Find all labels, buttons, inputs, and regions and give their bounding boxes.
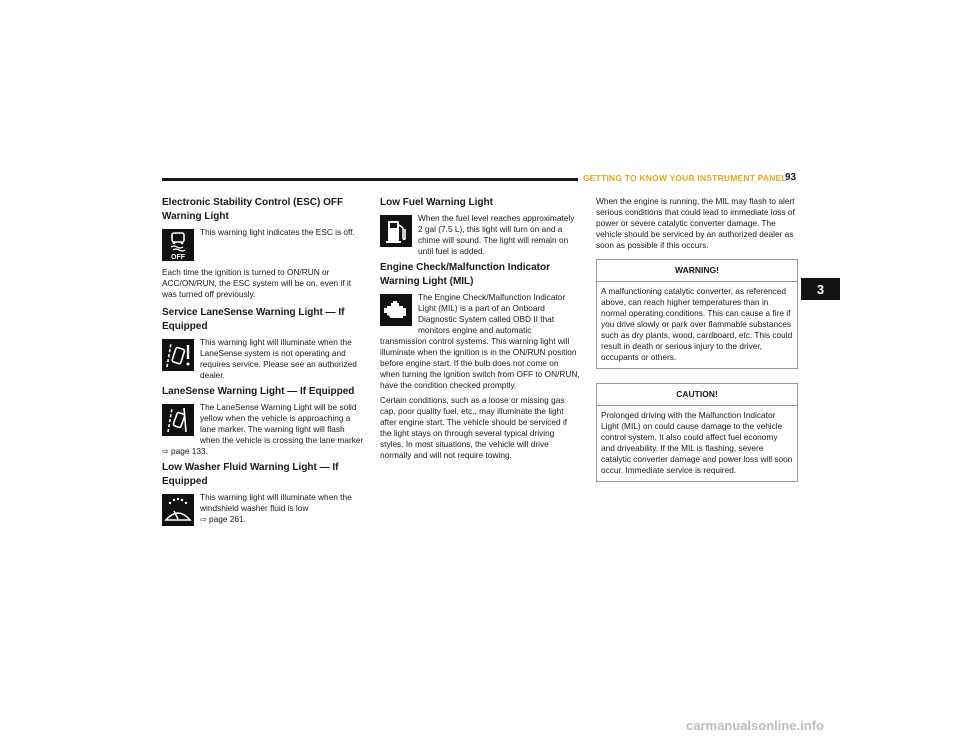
service-lanesense-heading: Service LaneSense Warning Light — If Equipped [162,307,345,332]
caution-box [596,383,798,482]
lanesense-item [162,402,365,457]
lanesense-text: The LaneSense Warning Light will be solid yellow when the vehicle is approaching a lane marker. The warning light will flash when the vehicle is crossing the lane marker [200,402,364,445]
low-fuel-heading: Low Fuel Warning Light [380,197,493,208]
caution-text: Prolonged driving with the Malfunction Indicator Light (MIL) on could cause damage to the vehicle control system. It also could affect fuel economy and driveability. If the MIL is flashing, severe catalytic converter damage and power loss will soon occur. Immediate service is required. [601,410,793,475]
column-3 [596,196,798,496]
washer-fluid-icon [162,494,194,526]
page-reference-arrow-icon: ⇨ [200,515,207,524]
lanesense-icon [162,404,194,436]
service-lanesense-icon [162,339,194,371]
warning-box [596,259,798,369]
low-fuel-item [380,213,580,257]
engine-check-paragraph: Certain conditions, such as a loose or missing gas cap, poor quality fuel, etc., may illuminate the light after engine start. The vehicle should be serviced if the light stays on through several typical driving styles. In most situations, the vehicle will drive normally and will not require towing. [380,395,568,460]
mil-flash-paragraph: When the engine is running, the MIL may flash to alert serious conditions that could lead to immediate loss of power or severe catalytic converter damage. The vehicle should be serviced by an authorized dealer as soon as possible if this occurs. [596,196,795,250]
esc-off-heading: Electronic Stability Control (ESC) OFF Warning Light [162,197,344,222]
esc-off-icon-label: OFF [171,254,185,261]
page-number: 93 [785,172,797,183]
esc-off-icon [162,229,194,261]
engine-check-text: The Engine Check/Malfunction Indicator Light (MIL) is a part of an Onboard Diagnostic System called OBD II that monitors engine and automatic transmission control systems. This warning light will illuminate when the ignition is in the ON/RUN position before engine start. If the bulb does not come on when turning the ignition switch from OFF to ON/RUN, have the condition checked promptly. [380,292,580,390]
washer-fluid-item [162,492,365,528]
engine-check-heading: Engine Check/Malfunction Indicator Warning Light (MIL) [380,262,551,287]
warning-text: A malfunctioning catalytic converter, as referenced above, can reach higher temperatures than in normal operating conditions. This can cause a fire if you drive slowly or park over flammable substances such as dry plants, wood, cardboard, etc. This could result in death or serious injury to the driver, occupants or others. [601,286,793,362]
caution-heading: CAUTION! [597,384,797,406]
esc-off-paragraph: Each time the ignition is turned to ON/RUN or ACC/ON/RUN, the ESC system will be on, even if it was turned off previously. [162,267,352,299]
engine-check-icon [380,294,412,326]
low-fuel-text: When the fuel level reaches approximately 2 gal (7.5 L), this light will turn on and a chime will sound. The light will remain on until fuel is added. [418,213,575,256]
esc-off-text: This warning light indicates the ESC is off. [200,227,355,237]
page-reference-arrow-icon: ⇨ [162,447,169,456]
washer-fluid-heading: Low Washer Fluid Warning Light — If Equipped [162,462,339,487]
service-lanesense-item [162,337,365,381]
lanesense-heading: LaneSense Warning Light — If Equipped [162,386,355,397]
lanesense-page-link[interactable]: page 133. [171,446,208,456]
warning-heading: WARNING! [597,260,797,282]
header-rule [162,178,578,181]
esc-off-item [162,227,365,263]
fuel-pump-icon [380,215,412,247]
washer-fluid-page-link[interactable]: page 261. [209,514,246,524]
watermark: carmanualsonline.info [686,718,824,733]
running-head: GETTING TO KNOW YOUR INSTRUMENT PANEL [583,173,787,183]
chapter-tab: 3 [801,278,840,300]
column-1 [162,196,365,532]
engine-check-item [380,292,580,391]
washer-fluid-text: This warning light will illuminate when the windshield washer fluid is low [200,492,352,513]
service-lanesense-text: This warning light will illuminate when the LaneSense system is not operating and requires service. Please see an authorized dealer. [200,337,357,380]
column-2 [380,196,580,467]
